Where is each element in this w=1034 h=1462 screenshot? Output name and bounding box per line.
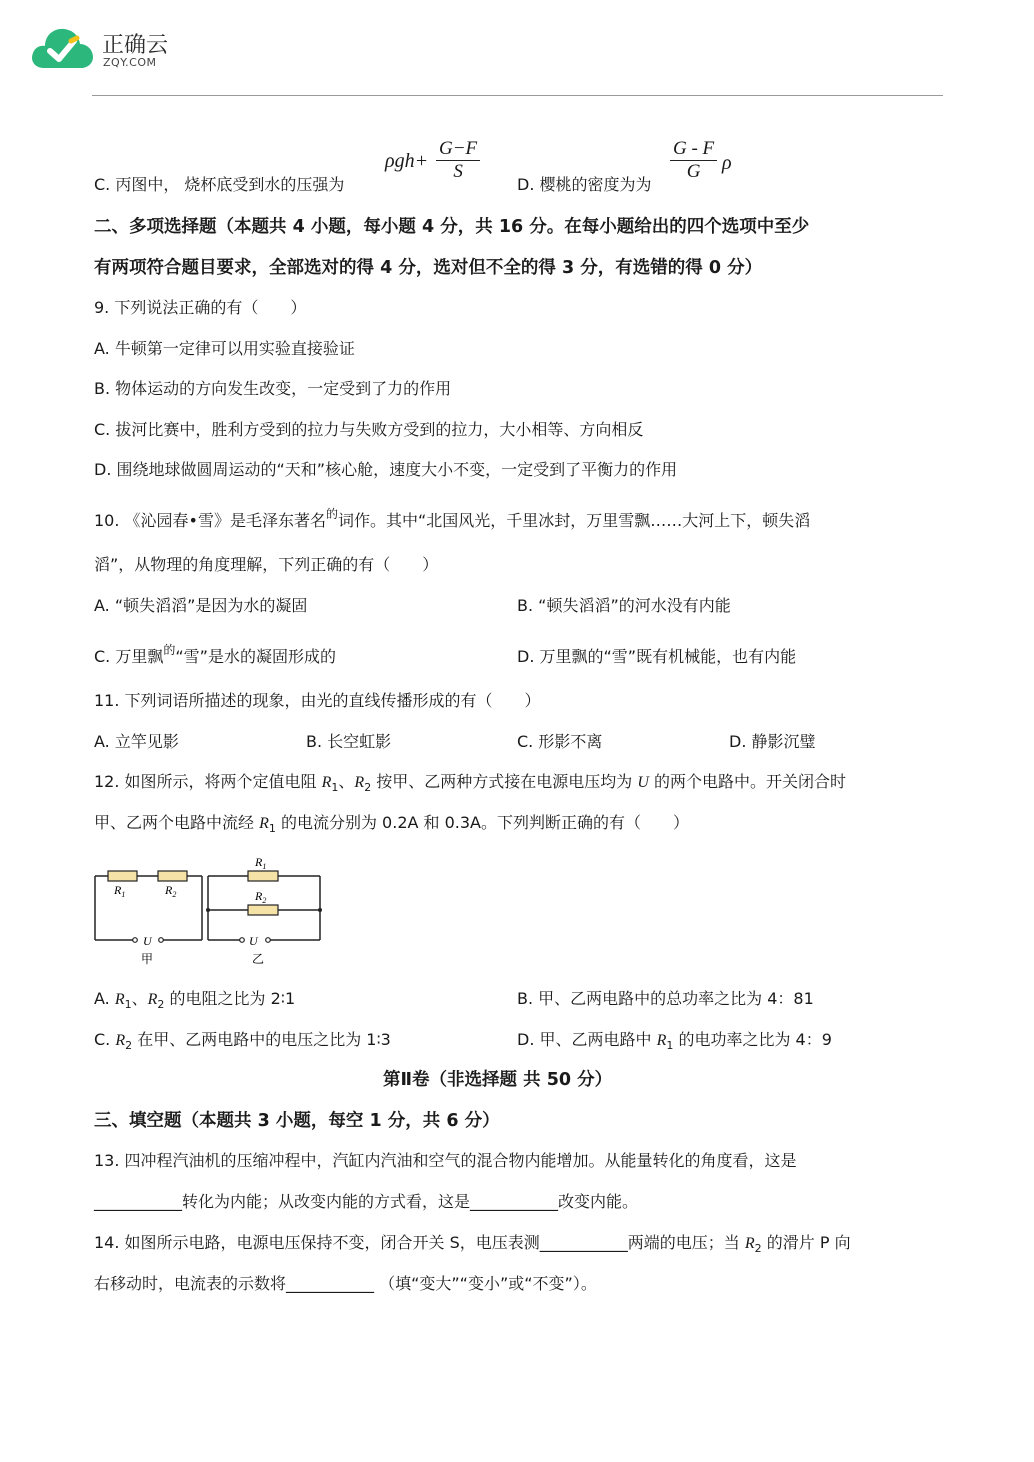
q10-option-b: B. “顿失滔滔”的河水没有内能: [517, 596, 731, 615]
q11-stem: 11. 下列词语所描述的现象，由光的直线传播形成的有（ ）: [94, 691, 541, 710]
q12-stem2-r1-subscript: 1: [268, 822, 276, 835]
jia-caption: 甲: [141, 952, 154, 966]
q8-c-formula-prefix: ρgh+: [385, 150, 429, 172]
q8-d-denominator: G: [670, 160, 717, 183]
section3-title: 三、填空题（本题共 3 小题，每空 1 分，共 6 分）: [94, 1111, 500, 1131]
jia-r2-resistor: [158, 871, 187, 881]
yi-r1-resistor: [248, 871, 278, 881]
q12-d-r1: R: [656, 1032, 667, 1049]
q14-line1-part-b: 的滑片 P 向: [761, 1233, 851, 1252]
q8-d-formula-suffix: ρ: [722, 152, 732, 174]
q10-stem-part-b: 词作。其中“北国风光，千里冰封，万里雪飘……大河上下，顿失滔: [338, 511, 811, 530]
q12-a-r2: R: [147, 991, 158, 1008]
q10-option-c: [94, 643, 336, 669]
q10-stem-superscript: 的: [325, 507, 338, 521]
yi-r2-label: $R_2$: [255, 889, 267, 905]
part2-title: 第Ⅱ卷（非选择题 共 50 分）: [383, 1070, 613, 1090]
q10-option-a: A. “顿失滔滔”是因为水的凝固: [94, 596, 308, 615]
q12-stem-part-a: 12. 如图所示，将两个定值电阻: [94, 772, 322, 791]
q8-d-fraction: [670, 138, 717, 183]
q12-d-r1-sub: 1: [666, 1039, 674, 1052]
q8-d-text: D. 樱桃的密度为为: [517, 175, 652, 194]
q12-a-r2-sub: 2: [157, 998, 165, 1011]
yi-terminal-right: [266, 938, 271, 943]
q8-c-numerator: G−F: [439, 138, 478, 159]
q12-stem2-r1-symbol: R: [259, 815, 269, 832]
q12-circuit-diagram: [88, 850, 328, 970]
q14-r2-subscript: 2: [754, 1242, 762, 1255]
q8-c-fraction: [436, 138, 480, 183]
q12-option-d: [517, 1029, 832, 1053]
q14-r2-symbol: R: [744, 1235, 755, 1252]
q8-c-text: C. 丙图中， 烧杯底受到水的压强为: [94, 175, 345, 194]
logo-subtext: ZQY.COM: [103, 56, 157, 69]
q12-r2-subscript: 2: [364, 781, 372, 794]
section2-title-line1: 二、多项选择题（本题共 4 小题，每小题 4 分，共 16 分。在每小题给出的四个选项中至少: [94, 217, 810, 237]
jia-r1-resistor: [108, 871, 137, 881]
q10-stem-line2: 滔”，从物理的角度理解，下列正确的有（ ）: [94, 555, 439, 574]
q12-a-sep: 、: [131, 989, 148, 1008]
q12-option-c: [94, 1029, 391, 1053]
q11-option-a: A. 立竿见影: [94, 732, 179, 751]
q12-d-part-b: 的电功率之比为 4：9: [673, 1030, 832, 1049]
jia-r1-label: $R_1$: [114, 883, 126, 899]
q12-option-b: B. 甲、乙两电路中的总功率之比为 4：81: [517, 989, 814, 1008]
q12-u-symbol: U: [637, 774, 649, 791]
q12-a-tail: 的电阻之比为 2∶1: [164, 989, 296, 1008]
jia-terminal-right: [159, 938, 164, 943]
logo-text: 正确云: [102, 33, 169, 58]
q9-option-d: D. 围绕地球做圆周运动的“天和”核心舱，速度大小不变，一定受到了平衡力的作用: [94, 460, 678, 479]
yi-u-label: U: [249, 934, 258, 948]
q11-option-d: D. 静影沉璧: [729, 732, 816, 751]
q12-c-r2-sub: 2: [125, 1039, 133, 1052]
yi-r1-label: $R_1$: [255, 855, 267, 871]
q12-stem-part-c: 的两个电路中。开关闭合时: [648, 772, 847, 791]
q14-line2: 右移动时，电流表的示数将___________ （填“变大”“变小”或“不变”）。: [94, 1274, 597, 1293]
cloud-check-logo-icon: [30, 22, 96, 74]
q12-c-r2: R: [115, 1032, 126, 1049]
jia-terminal-left: [133, 938, 138, 943]
q8-d-numerator: G - F: [673, 138, 715, 159]
q12-stem-line2: [94, 812, 689, 836]
circuit-jia: [95, 876, 202, 940]
q10-c-superscript: 的: [163, 643, 176, 657]
q8-c-denominator: S: [436, 160, 480, 183]
q13-line2: ___________转化为内能；从改变内能的方式看，这是___________改变内能。: [94, 1192, 639, 1211]
q12-option-a: [94, 988, 295, 1012]
q12-r1-symbol: R: [321, 774, 332, 791]
yi-caption: 乙: [252, 952, 265, 966]
q14-line1: [94, 1232, 851, 1256]
q12-stem2-part-b: 的电流分别为 0.2A 和 0.3A。下列判断正确的有（ ）: [275, 813, 690, 832]
q12-a-r1: R: [114, 991, 125, 1008]
q12-c-label: C.: [94, 1030, 116, 1049]
q12-r1-subscript: 1: [331, 781, 339, 794]
q12-stem-line1: [94, 771, 846, 795]
q12-stem2-part-a: 甲、乙两个电路中流经: [94, 813, 260, 832]
section2-title-line2: 有两项符合题目要求，全部选对的得 4 分，选对但不全的得 3 分，有选错的得 0 分）: [94, 258, 763, 278]
q13-line1: 13. 四冲程汽油机的压缩冲程中，汽缸内汽油和空气的混合物内能增加。从能量转化的角度看，这是: [94, 1151, 797, 1170]
q9-stem: 9. 下列说法正确的有（ ）: [94, 298, 307, 317]
q9-option-a: A. 牛顿第一定律可以用实验直接验证: [94, 339, 355, 358]
q9-option-b: B. 物体运动的方向发生改变，一定受到了力的作用: [94, 379, 452, 398]
q12-r2-symbol: R: [354, 774, 365, 791]
q9-option-c: C. 拔河比赛中，胜利方受到的拉力与失败方受到的拉力，大小相等、方向相反: [94, 420, 644, 439]
q10-c-part-a: C. 万里飘: [94, 647, 164, 666]
q14-line1-part-a: 14. 如图所示电路，电源电压保持不变，闭合开关 S，电压表测___________两端的电压；当: [94, 1233, 745, 1252]
q10-option-d: D. 万里飘的“雪”既有机械能，也有内能: [517, 647, 797, 666]
q12-d-part-a: D. 甲、乙两电路中: [517, 1030, 657, 1049]
q12-stem-part-b: 按甲、乙两种方式接在电源电压均为: [371, 772, 638, 791]
q11-option-b: B. 长空虹影: [306, 732, 392, 751]
q12-a-label: A.: [94, 989, 115, 1008]
yi-terminal-left: [240, 938, 245, 943]
jia-r2-label: $R_2$: [165, 883, 177, 899]
q10-stem-line1: [94, 507, 811, 533]
q10-c-part-b: “雪”是水的凝固形成的: [175, 647, 336, 666]
q12-a-r1-sub: 1: [124, 998, 132, 1011]
q10-stem-part-a: 10. 《沁园春•雪》是毛泽东著名: [94, 511, 326, 530]
q12-separator: 、: [338, 772, 355, 791]
q11-option-c: C. 形影不离: [517, 732, 603, 751]
q12-c-tail: 在甲、乙两电路中的电压之比为 1∶3: [132, 1030, 391, 1049]
yi-r2-resistor: [248, 905, 278, 915]
jia-u-label: U: [143, 934, 152, 948]
header-divider: [92, 95, 943, 96]
